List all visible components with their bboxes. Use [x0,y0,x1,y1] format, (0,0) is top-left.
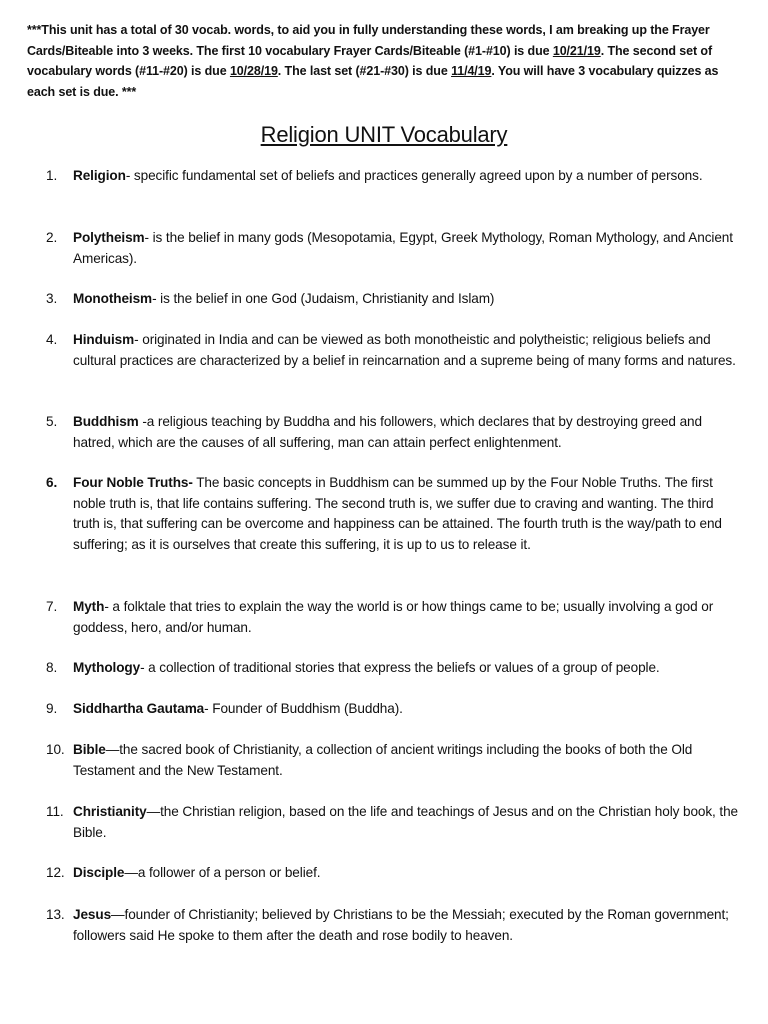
item-body [73,740,743,781]
vocab-term: Religion [73,168,126,183]
item-number: 2. [46,230,58,245]
item-body [73,905,743,946]
item-body [73,330,743,371]
vocab-term: Disciple [73,865,125,880]
vocab-definition: —the Christian religion, based on the life and teachings of Jesus and on the Christian holy book, the Bible. [73,804,739,840]
item-number: 8. [46,660,58,675]
vocab-definition: -a religious teaching by Buddha and his followers, which declares that by destroying greed and hatred, which are the causes of all suffering, man can attain perfect enlightenment. [73,414,702,450]
item-number: 3. [46,291,58,306]
vocab-term: Christianity [73,804,147,819]
due-date-2: 10/28/19 [229,64,278,78]
notice-text-4: . You will have 3 vocabulary quizzes as each set is due. *** [27,64,719,99]
vocab-term: Jesus [73,907,112,922]
vocab-definition: - a collection of traditional stories that express the beliefs or values of a group of people. [140,660,660,675]
notice-text-3: . The last set (#21-#30) is due [277,64,452,78]
vocab-term: Polytheism [73,230,145,245]
vocab-definition: —founder of Christianity; believed by Christians to be the Messiah; executed by the Roman government; followers said He spoke to them after the death and rose bodily to heaven. [73,907,729,943]
vocab-definition: The basic concepts in Buddhism can be summed up by the Four Noble Truths. The first noble truth is, that life contains suffering. The second truth is, we suffer due to craving and wanting. The third truth is, that suffering can be overcome and happiness can be attained. The fourth truth is the way/path to end suffering; as it is ourselves that create this suffering, it is up to us to release it. [73,475,722,552]
item-body [73,166,743,187]
item-number: 9. [46,701,58,716]
vocab-term: Four Noble Truths- [73,475,193,490]
item-number: 11. [46,804,64,819]
vocab-term: Mythology [73,660,141,675]
vocab-definition: —a follower of a person or belief. [124,865,321,880]
notice-text-1: ***This unit has a total of 30 vocab. words, to aid you in fully understanding these words, I am breaking up the Frayer Cards/Biteable into 3 weeks. The first 10 vocabulary Frayer Cards/Biteable (#1-#10) is due [27,23,710,58]
vocab-definition: - specific fundamental set of beliefs and practices generally agreed upon by a number of persons. [125,168,703,183]
vocab-term: Bible [73,742,106,757]
notice-text-2: . The second set of vocabulary words (#11-#20) is due [27,43,713,78]
vocab-term: Hinduism [73,332,135,347]
vocab-definition: - originated in India and can be viewed as both monotheistic and polytheistic; religious beliefs and cultural practices are characterized by a belief in reincarnation and a supreme being of many forms and natures. [73,332,736,368]
item-number: 1. [46,168,58,183]
item-number: 7. [46,599,58,614]
item-body [73,412,743,453]
vocab-term: Myth [73,599,105,614]
item-body [73,473,743,555]
item-number: 10. [46,742,65,757]
vocab-definition: - is the belief in many gods (Mesopotamia, Egypt, Greek Mythology, Roman Mythology, and Ancient Americas). [73,230,733,266]
item-body [73,228,743,269]
item-body [73,597,743,638]
item-body [73,289,743,310]
item-number: 12. [46,865,65,880]
vocab-definition: - is the belief in one God (Judaism, Christianity and Islam) [152,291,495,306]
vocab-term: Buddhism [73,414,139,429]
due-date-3: 11/4/19 [451,64,492,78]
item-body [73,863,743,884]
page-title: Religion UNIT Vocabulary [260,122,508,147]
item-body [73,802,743,843]
item-number: 6. [46,475,58,490]
due-date-notice [27,20,747,102]
vocab-definition: —the sacred book of Christianity, a collection of ancient writings including the books of both the Old Testament and the New Testament. [73,742,693,778]
vocab-term: Monotheism [73,291,153,306]
item-number: 4. [46,332,58,347]
vocab-term: Siddhartha Gautama [73,701,205,716]
due-date-1: 10/21/19 [552,43,601,58]
item-number: 13. [46,907,65,922]
vocab-definition: - a folktale that tries to explain the way the world is or how things came to be; usually involving a god or goddess, hero, and/or human. [73,599,714,635]
item-body [73,658,743,679]
item-body [73,699,743,720]
vocab-definition: - Founder of Buddhism (Buddha). [204,701,403,716]
item-number: 5. [46,414,58,429]
